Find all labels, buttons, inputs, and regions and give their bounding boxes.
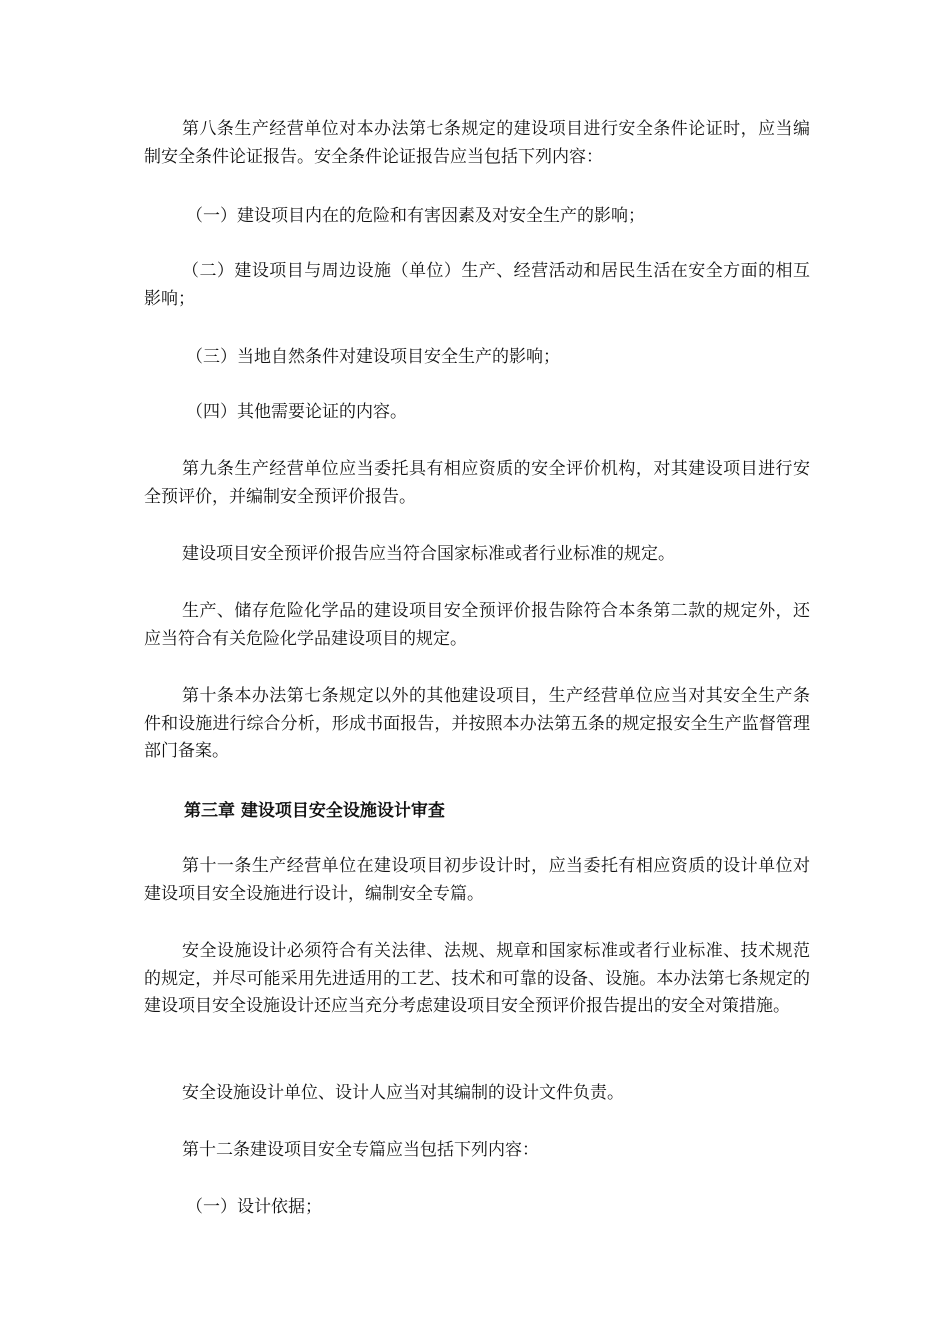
design-basis-list-item: （一）设计依据；	[186, 1197, 322, 1217]
list-item-4: （四）其他需要论证的内容。	[186, 402, 407, 422]
hazardous-chemicals-paragraph: 生产、储存危险化学品的建设项目安全预评价报告除符合本条第二款的规定外，还应当符合有关危险化学品建设项目的规定。	[144, 601, 810, 649]
article-9-paragraph: 第九条生产经营单位应当委托具有相应资质的安全评价机构，对其建设项目进行安全预评价，并编制安全预评价报告。	[144, 459, 810, 507]
chapter-3-heading: 第三章 建设项目安全设施设计审查	[184, 801, 445, 821]
article-12-paragraph: 第十二条建设项目安全专篇应当包括下列内容：	[182, 1140, 539, 1160]
list-item-3: （三）当地自然条件对建设项目安全生产的影响；	[186, 347, 560, 367]
article-10-paragraph: 第十条本办法第七条规定以外的其他建设项目，生产经营单位应当对其安全生产条件和设施进行综合分析，形成书面报告，并按照本办法第五条的规定报安全生产监督管理部门备案。	[144, 686, 810, 761]
list-item-1: （一）建设项目内在的危险和有害因素及对安全生产的影响；	[186, 206, 645, 226]
design-responsibility-paragraph: 安全设施设计单位、设计人应当对其编制的设计文件负责。	[182, 1083, 624, 1103]
article-8-paragraph: 第八条生产经营单位对本办法第七条规定的建设项目进行安全条件论证时，应当编制安全条件论证报告。安全条件论证报告应当包括下列内容：	[144, 119, 810, 167]
article-11-paragraph: 第十一条生产经营单位在建设项目初步设计时，应当委托有相应资质的设计单位对建设项目安全设施进行设计，编制安全专篇。	[144, 856, 810, 904]
design-requirements-paragraph: 安全设施设计必须符合有关法律、法规、规章和国家标准或者行业标准、技术规范的规定，并尽可能采用先进适用的工艺、技术和可靠的设备、设施。本办法第七条规定的建设项目安全设施设计还应当充分考虑建设项目安全预评价报告提出的安全对策措施。	[144, 941, 810, 1016]
pre-evaluation-standard-paragraph: 建设项目安全预评价报告应当符合国家标准或者行业标准的规定。	[182, 544, 675, 564]
list-item-2: （二）建设项目与周边设施（单位）生产、经营活动和居民生活在安全方面的相互影响；	[144, 261, 810, 309]
